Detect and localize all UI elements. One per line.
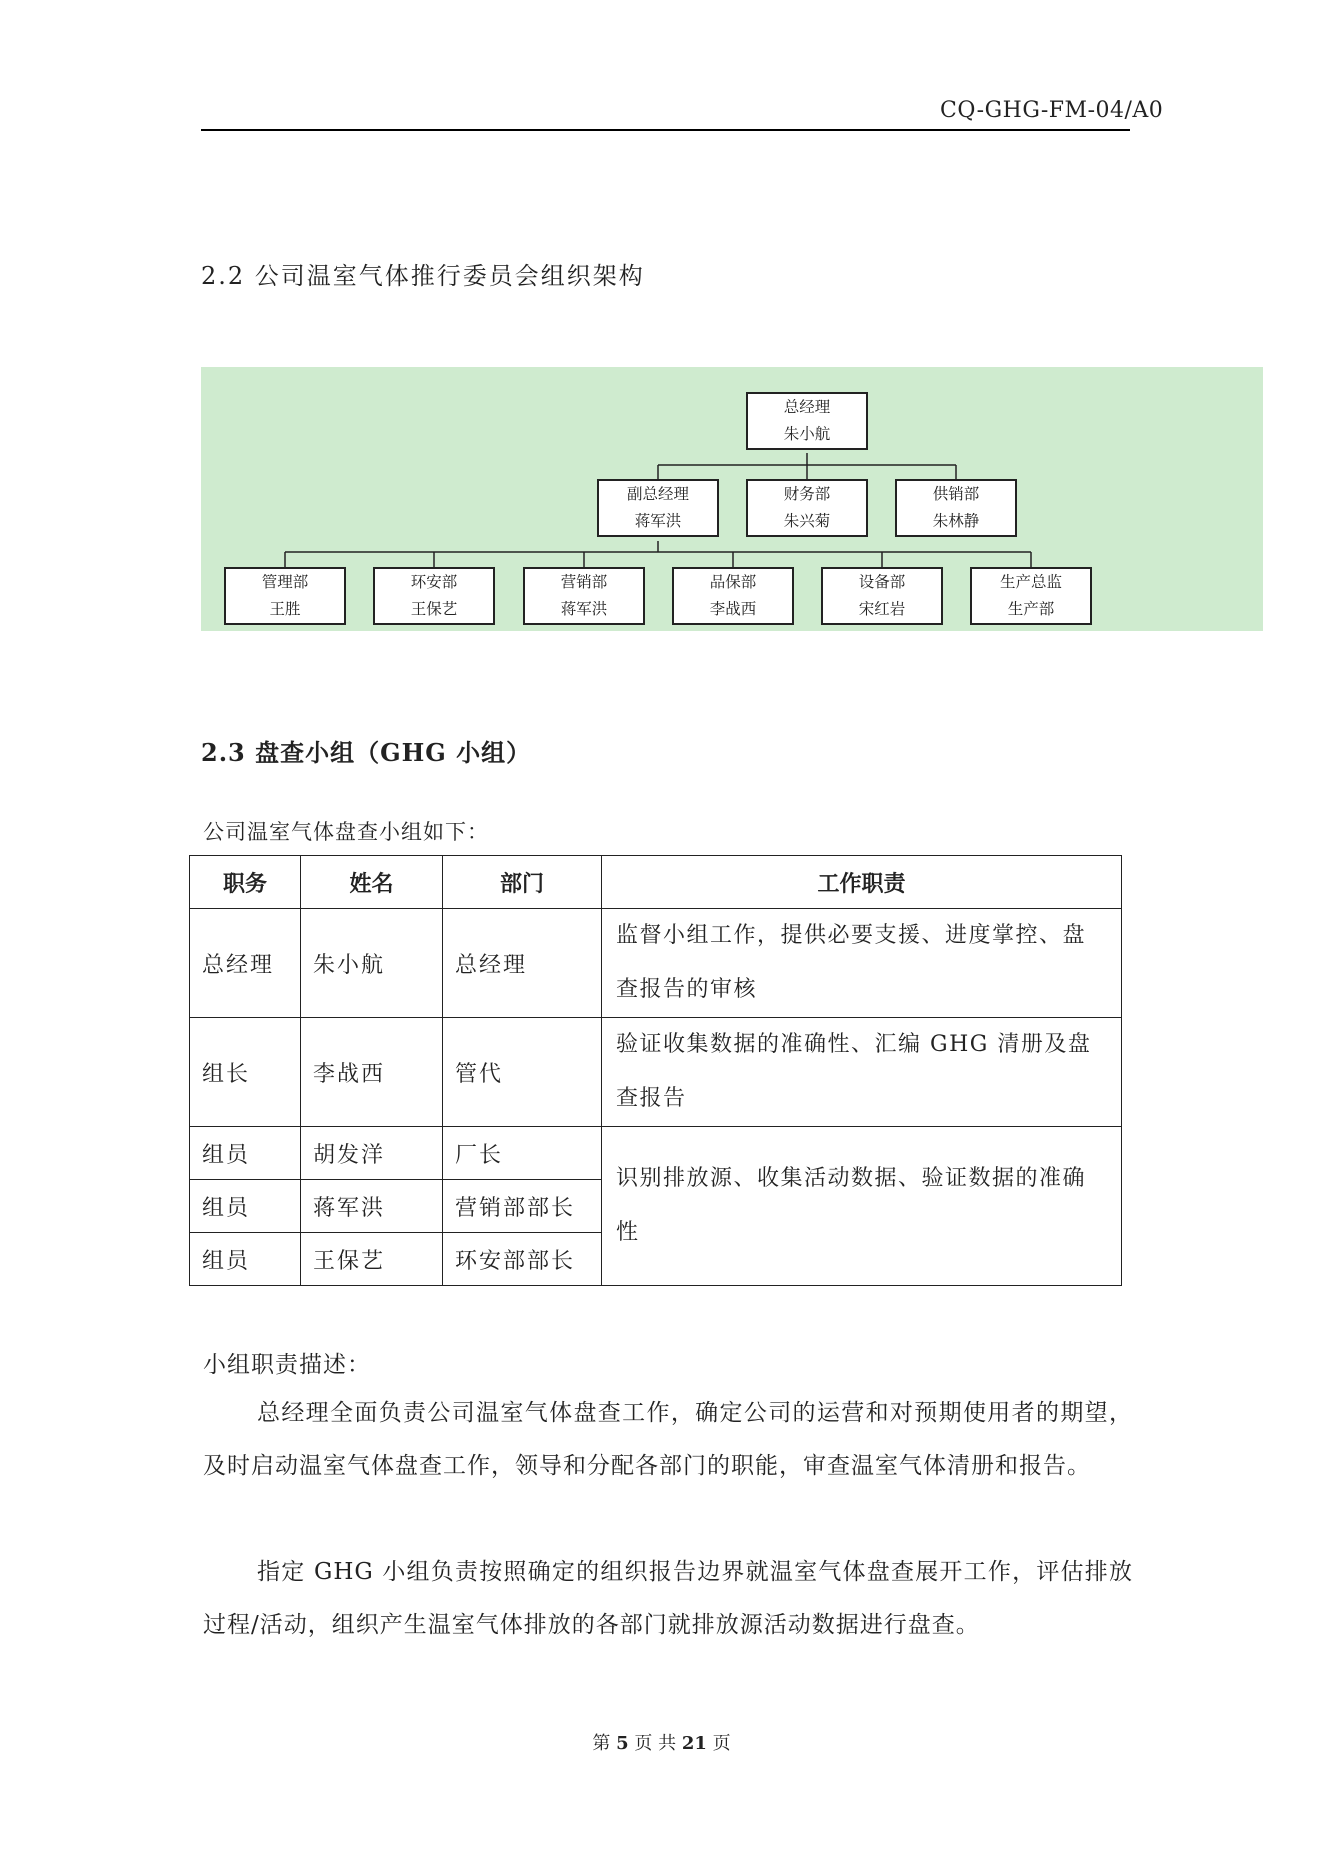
document-code: CQ-GHG-FM-04/A0 [940,98,1164,123]
cell-role: 组长 [190,1018,301,1127]
cell-role: 总经理 [190,909,301,1018]
cell-role: 组员 [190,1233,301,1286]
org-node-equipment [821,567,943,625]
cell-dept: 管代 [443,1018,602,1127]
responsibility-label: 小组职责描述： [203,1352,371,1378]
header-dept: 部门 [443,856,602,909]
org-node-name: 蒋军洪 [560,600,608,618]
header-rule [201,129,1130,131]
cell-duty: 验证收集数据的准确性、汇编 GHG 清册及盘查报告 [602,1018,1122,1127]
section-2-2-title: 2.2 公司温室气体推行委员会组织架构 [201,262,645,290]
org-node-title: 财务部 [783,485,831,503]
org-node-title: 设备部 [858,573,906,591]
team-intro: 公司温室气体盘查小组如下： [203,820,489,844]
org-node-title: 品保部 [709,573,757,591]
org-node-supply-sales [895,479,1017,537]
table-row [190,1127,1122,1180]
org-node-name: 李战西 [709,600,757,618]
org-node-name: 朱兴菊 [783,512,831,530]
section-2-3-title: 2.3 盘查小组（GHG 小组） [201,738,532,767]
cell-dept: 环安部部长 [443,1233,602,1286]
org-node-title: 供销部 [932,485,980,503]
cell-name: 胡发洋 [301,1127,443,1180]
cell-name: 朱小航 [301,909,443,1018]
org-node-name: 蒋军洪 [634,512,682,530]
paragraph-ghg-team-duty: 指定 GHG 小组负责按照确定的组织报告边界就温室气体盘查展开工作，评估排放过程/活动，组织产生温室气体排放的各部门就排放源活动数据进行盘查。 [203,1559,1133,1638]
header-role: 职务 [190,856,301,909]
org-node-title: 管理部 [261,573,309,591]
header-name: 姓名 [301,856,443,909]
cell-role: 组员 [190,1180,301,1233]
cell-name: 李战西 [301,1018,443,1127]
footer-total-pages: 21 [681,1733,707,1754]
table-row [190,1018,1122,1127]
org-node-name: 朱林静 [932,512,980,530]
org-node-management [224,567,346,625]
page-footer [0,1729,1323,1755]
footer-suffix: 页 [712,1733,731,1754]
org-node-name: 生产部 [1007,600,1055,618]
org-node-quality [672,567,794,625]
org-node-finance [746,479,868,537]
org-node-title: 总经理 [783,398,831,416]
org-node-general-manager [746,392,868,450]
footer-middle: 页 共 [634,1733,677,1754]
org-node-title: 生产总监 [999,573,1062,591]
org-node-name: 宋红岩 [858,600,906,618]
cell-role: 组员 [190,1127,301,1180]
org-node-name: 朱小航 [783,425,831,443]
cell-name: 王保艺 [301,1233,443,1286]
paragraph-gm-duty: 总经理全面负责公司温室气体盘查工作，确定公司的运营和对预期使用者的期望，及时启动温室气体盘查工作，领导和分配各部门的职能，审查温室气体清册和报告。 [203,1400,1133,1479]
org-node-name: 王胜 [269,600,301,618]
org-node-title: 营销部 [560,573,608,591]
org-node-title: 副总经理 [626,485,689,503]
cell-dept: 总经理 [443,909,602,1018]
org-chart [201,367,1263,631]
cell-name: 蒋军洪 [301,1180,443,1233]
table-row [190,909,1122,1018]
org-node-deputy-gm [597,479,719,537]
footer-page-number: 5 [616,1733,629,1754]
org-node-env-safety [373,567,495,625]
cell-duty-merged: 识别排放源、收集活动数据、验证数据的准确性 [602,1127,1122,1286]
org-node-production [970,567,1092,625]
cell-dept: 厂长 [443,1127,602,1180]
org-node-marketing [523,567,645,625]
org-node-title: 环安部 [410,573,458,591]
cell-duty: 监督小组工作，提供必要支援、进度掌控、盘查报告的审核 [602,909,1122,1018]
table-header-row [190,856,1122,909]
team-table [189,855,1122,1286]
org-node-name: 王保艺 [410,600,458,618]
header-duty: 工作职责 [602,856,1122,909]
cell-dept: 营销部部长 [443,1180,602,1233]
footer-prefix: 第 [592,1733,611,1754]
